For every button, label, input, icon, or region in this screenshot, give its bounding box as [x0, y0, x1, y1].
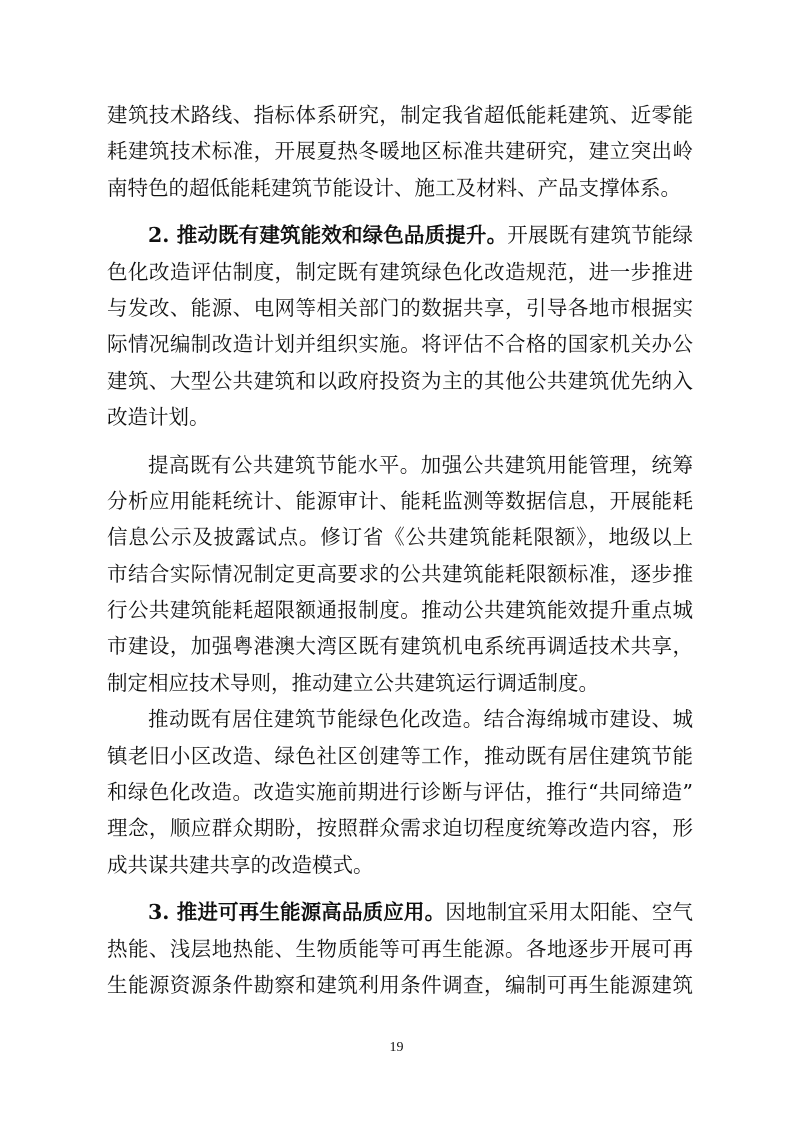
- text-line: 和绿色化改造。改造实施前期进行诊断与评估，推行“共同缔造”: [107, 780, 693, 805]
- text-line: 提高既有公共建筑节能水平。加强公共建筑用能管理，统筹: [148, 452, 693, 477]
- paragraph: [107, 701, 693, 883]
- paragraph: [107, 447, 693, 702]
- document-body: [107, 97, 693, 1003]
- section-heading: 2. 推动既有建筑能效和绿色品质提升。: [148, 223, 508, 248]
- paragraph: [107, 894, 693, 1003]
- text-span: 开展既有建筑节能绿: [507, 223, 693, 248]
- paragraph: [107, 217, 693, 435]
- text-line: 市建设，加强粤港澳大湾区既有建筑机电系统再调适技术共享，: [107, 634, 693, 659]
- text-line: 成共谋共建共享的改造模式。: [107, 852, 374, 877]
- text-line: 镇老旧小区改造、绿色社区创建等工作，推动既有居住建筑节能: [107, 743, 693, 768]
- text-line: 际情况编制改造计划并组织实施。将评估不合格的国家机关办公: [107, 332, 693, 357]
- text-line: 信息公示及披露试点。修订省《公共建筑能耗限额》，地级以上: [107, 525, 693, 550]
- text-line: 行公共建筑能耗超限额通报制度。推动公共建筑能效提升重点城: [107, 598, 693, 623]
- text-line: [107, 894, 693, 930]
- text-line: 分析应用能耗统计、能源审计、能耗监测等数据信息，开展能耗: [107, 488, 693, 513]
- section-heading: 3. 推进可再生能源高品质应用。: [148, 900, 446, 925]
- text-line: 与发改、能源、电网等相关部门的数据共享，引导各地市根据实: [107, 295, 693, 320]
- text-line: 理念，顺应群众期盼，按照群众需求迫切程度统筹改造内容，形: [107, 816, 693, 841]
- text-line: 改造计划。: [107, 405, 210, 430]
- text-line: 热能、浅层地热能、生物质能等可再生能源。各地逐步开展可再: [107, 936, 693, 961]
- page-number: 19: [389, 1040, 404, 1055]
- text-line: 制定相应技术导则，推动建立公共建筑运行调适制度。: [107, 670, 599, 695]
- text-line: 耗建筑技术标准，开展夏热冬暖地区标准共建研究，建立突出岭: [107, 139, 693, 164]
- text-span: 因地制宜采用太阳能、空气: [445, 900, 694, 925]
- text-line: 推动既有居住建筑节能绿色化改造。结合海绵城市建设、城: [148, 707, 693, 732]
- paragraph: [107, 97, 693, 206]
- text-line: 建筑技术路线、指标体系研究，制定我省超低能耗建筑、近零能: [107, 103, 693, 127]
- text-line: 生能源资源条件勘察和建筑利用条件调查，编制可再生能源建筑: [107, 972, 693, 997]
- text-line: [107, 217, 693, 253]
- text-line: 建筑、大型公共建筑和以政府投资为主的其他公共建筑优先纳入: [107, 368, 693, 393]
- text-line: 南特色的超低能耗建筑节能设计、施工及材料、产品支撑体系。: [107, 175, 681, 200]
- text-line: 市结合实际情况制定更高要求的公共建筑能耗限额标准，逐步推: [107, 561, 693, 586]
- text-line: 色化改造评估制度，制定既有建筑绿色化改造规范，进一步推进: [107, 259, 693, 284]
